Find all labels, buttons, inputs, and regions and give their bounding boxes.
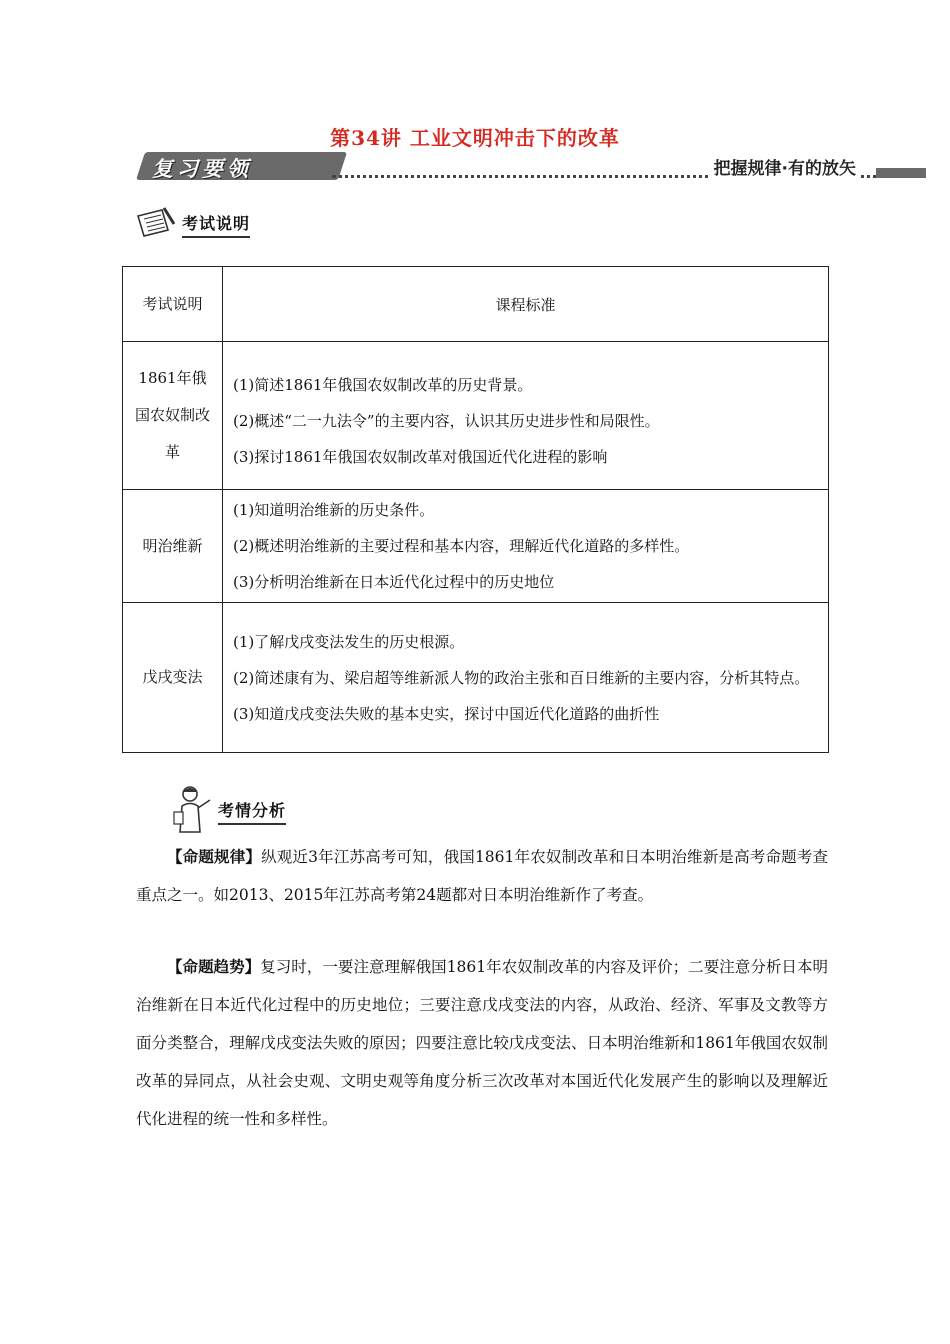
- row-category: 1861年俄国农奴制改革: [123, 342, 223, 490]
- teacher-figure-icon: [170, 784, 214, 838]
- standard-item: (1)知道明治维新的历史条件。: [233, 501, 435, 519]
- standard-item: (2)简述康有为、梁启超等维新派人物的政治主张和百日维新的主要内容，分析其特点。: [233, 668, 810, 687]
- row-standards: [223, 603, 829, 753]
- table-header-category: 考试说明: [123, 267, 223, 342]
- standard-item: (3)知道戊戌变法失败的基本史实，探讨中国近代化道路的曲折性: [233, 704, 660, 723]
- banner-left-label: 复习要领: [152, 157, 252, 181]
- standard-item: (1)简述1861年俄国农奴制改革的历史背景。: [233, 375, 533, 394]
- paragraph-trend: [136, 948, 828, 1138]
- row-standards: [223, 490, 829, 603]
- table-row: [123, 342, 829, 490]
- curriculum-table: [122, 266, 829, 753]
- review-banner: [136, 150, 926, 184]
- table-header-row: [123, 267, 829, 342]
- row-standards: [223, 342, 829, 490]
- standard-item: (3)探讨1861年俄国农奴制改革对俄国近代化进程的影响: [233, 447, 608, 466]
- table-header-standard: 课程标准: [223, 267, 829, 342]
- section-exam-notes: [134, 206, 250, 242]
- row-category: 明治维新: [123, 490, 223, 603]
- paragraph-pattern: [136, 838, 828, 914]
- standard-item: (1)了解戊戌变法发生的历史根源。: [233, 632, 465, 651]
- row-category: 戊戌变法: [123, 603, 223, 753]
- notebook-pen-icon: [134, 206, 178, 242]
- paragraph-label: 【命题规律】: [167, 847, 262, 866]
- paragraph-label: 【命题趋势】: [167, 957, 261, 976]
- paragraph-text: 复习时，一要注意理解俄国1861年农奴制改革的内容及评价；二要注意分析日本明治维新在日本近代化过程中的历史地位；三要注意戊戌变法的内容，从政治、经济、军事及文教等方面分类整合，理解戊戌变法失败的原因；四要注意比较戊戌变法、日本明治维新和1861年俄国农奴制改革的异同点，从社会史观、文明史观等角度分析三次改革对本国近代化发展产生的影响以及理解近代化进程的统一性和多样性。: [136, 958, 828, 1128]
- banner-right-label: 把握规律·有的放矢: [710, 154, 860, 179]
- section-exam-notes-label: 考试说明: [182, 211, 250, 238]
- section-exam-analysis-label: 考情分析: [218, 798, 286, 825]
- standard-item: (2)概述“二一九法令”的主要内容，认识其历史进步性和局限性。: [233, 411, 660, 430]
- standard-item: (3)分析明治维新在日本近代化过程中的历史地位: [233, 573, 555, 591]
- table-row: [123, 603, 829, 753]
- standard-item: (2)概述明治维新的主要过程和基本内容，理解近代化道路的多样性。: [233, 537, 690, 555]
- paragraph-text: 纵观近3年江苏高考可知，俄国1861年农奴制改革和日本明治维新是高考命题考查重点之一。如2013、2015年江苏高考第24题都对日本明治维新作了考查。: [136, 848, 828, 904]
- page-title: 第34讲 工业文明冲击下的改革: [330, 126, 620, 150]
- banner-right-bar: [876, 168, 926, 178]
- section-exam-analysis: [170, 784, 286, 838]
- table-row: [123, 490, 829, 603]
